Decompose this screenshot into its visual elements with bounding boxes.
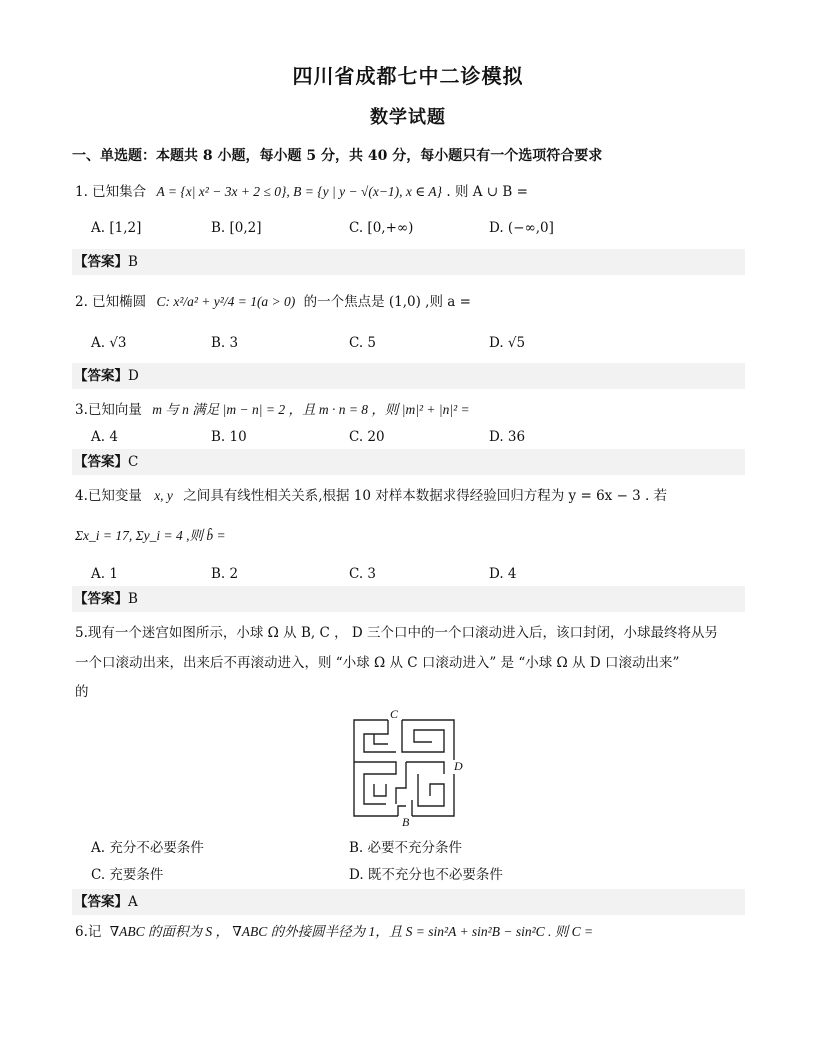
question-4-option-c[interactable]: C. 3	[349, 566, 377, 582]
question-1-option-b[interactable]: B. [0,2]	[211, 220, 262, 236]
section-heading: 一、单选题：本题共 8 小题，每小题 5 分，共 40 分，每小题只有一个选项符合要求	[72, 148, 603, 164]
question-6-stem	[75, 920, 593, 940]
question-6-prefix: 6.记	[75, 924, 102, 940]
question-2-answer: 【答案】D	[72, 363, 745, 389]
maze-wall	[402, 720, 444, 752]
question-3-answer: 【答案】C	[72, 449, 745, 475]
question-3-option-b[interactable]: B. 10	[211, 429, 247, 445]
question-4-answer: 【答案】B	[72, 586, 745, 612]
maze-wall	[396, 762, 406, 804]
question-6-math: ∇ABC 的面积为 S ， ∇ABC 的外接圆半径为 1，且 S = sin²A + sin²B − sin²C . 则 C =	[109, 924, 594, 939]
question-5-option-a[interactable]: A. 充分不必要条件	[91, 840, 204, 856]
question-2-option-c[interactable]: C. 5	[349, 335, 377, 351]
question-5-stem-line3: 的	[75, 684, 89, 700]
page-subtitle: 数学试题	[370, 107, 446, 128]
question-2-math: C: x²/a² + y²/4 = 1(a > 0)	[156, 294, 296, 309]
question-3-option-c[interactable]: C. 20	[349, 429, 385, 445]
question-4-option-b[interactable]: B. 2	[211, 566, 239, 582]
question-3-answer-value: C	[128, 454, 139, 470]
question-4-answer-value: B	[128, 591, 138, 607]
question-3-prefix: 3.已知向量	[75, 402, 142, 418]
question-5-option-d[interactable]: D. 既不充分也不必要条件	[349, 867, 503, 883]
question-4-option-d[interactable]: D. 4	[489, 566, 517, 582]
question-5-option-b[interactable]: B. 必要不充分条件	[349, 840, 463, 856]
maze-wall	[374, 734, 388, 744]
maze-label-b: B	[402, 815, 410, 828]
question-4-stem	[75, 484, 667, 504]
question-4-stem-line2	[75, 524, 226, 544]
maze-wall	[354, 762, 396, 804]
question-1-option-c[interactable]: C. [0,+∞)	[349, 220, 414, 236]
question-1-stem	[75, 180, 528, 200]
question-5-answer: 【答案】A	[72, 889, 745, 915]
question-4-option-a[interactable]: A. 1	[91, 566, 118, 582]
question-3-stem	[75, 398, 470, 418]
question-1-answer-value: B	[128, 254, 138, 270]
question-4-prefix: 4.已知变量	[75, 488, 142, 504]
question-4-math: x, y	[154, 488, 173, 503]
question-2-option-a[interactable]: A. √3	[91, 335, 127, 351]
question-1-math: A = {x| x² − 3x + 2 ≤ 0}, B = {y | y − √(x−1), x ∈ A}	[156, 184, 443, 199]
question-1-option-d[interactable]: D. (−∞,0]	[489, 220, 554, 236]
question-2-suffix: 的一个焦点是 (1,0) ,则 a =	[303, 294, 471, 310]
question-2-stem	[75, 290, 471, 310]
question-1-answer: 【答案】B	[72, 249, 745, 275]
maze-diagram	[340, 706, 470, 828]
question-2-prefix: 2. 已知椭圆	[75, 294, 147, 310]
question-1-option-a[interactable]: A. [1,2]	[91, 220, 142, 236]
question-5-stem-line1: 5.现有一个迷宫如图所示，小球 Ω 从 B, C ， D 三个口中的一个口滚动进入后，该口封闭，小球最终将从另	[75, 625, 718, 641]
question-2-answer-value: D	[128, 368, 139, 384]
maze-wall	[418, 774, 444, 806]
question-1-prefix: 1. 已知集合	[75, 184, 147, 200]
maze-label-d: D	[454, 759, 463, 773]
maze-wall	[406, 762, 444, 774]
question-4-math-line2: Σx_i = 17, Σy_i = 4 ,则 b̂ =	[75, 528, 226, 543]
question-4-suffix: 之间具有线性相关关系,根据 10 对样本数据求得经验回归方程为 y = 6x − 3 . 若	[183, 488, 668, 504]
question-1-suffix: . 则 A ∪ B =	[446, 184, 528, 200]
maze-wall	[374, 784, 386, 796]
question-3-math: m 与 n 满足 |m − n| = 2 ，且 m · n = 8 ，则 |m|² + |n|² =	[152, 402, 470, 417]
page-title: 四川省成都七中二诊模拟	[292, 64, 524, 88]
question-3-option-d[interactable]: D. 36	[489, 429, 526, 445]
question-2-option-d[interactable]: D. √5	[489, 335, 526, 351]
question-5-answer-value: A	[128, 894, 138, 910]
maze-label-c: C	[390, 707, 399, 721]
question-3-option-a[interactable]: A. 4	[91, 429, 118, 445]
question-5-option-c[interactable]: C. 充要条件	[91, 867, 164, 883]
maze-wall	[364, 720, 396, 752]
question-2-option-b[interactable]: B. 3	[211, 335, 239, 351]
question-5-stem-line2: 一个口滚动出来，出来后不再滚动进入，则 “小球 Ω 从 C 口滚动进入” 是 “小球 Ω 从 D 口滚动出来”	[75, 655, 680, 671]
maze-outer-right-top	[402, 720, 454, 760]
